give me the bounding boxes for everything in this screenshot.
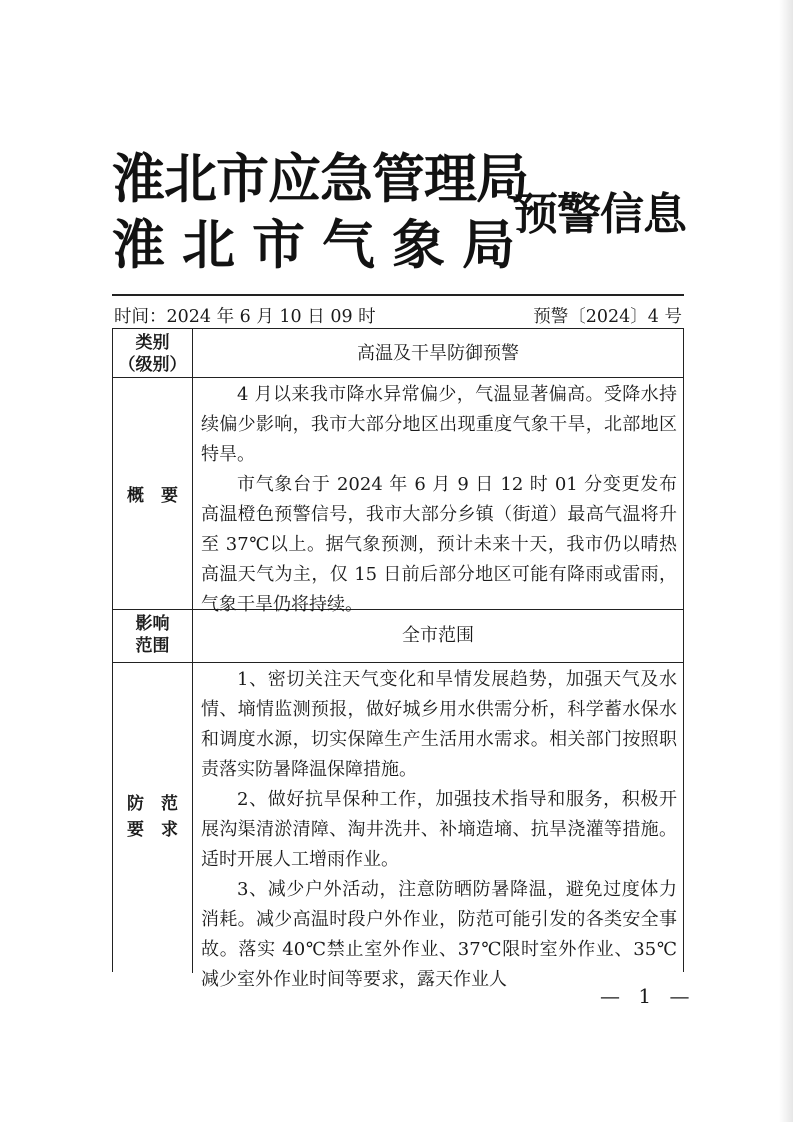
page-number: — 1 — — [600, 984, 696, 1008]
requirement-item-1: 1、密切关注天气变化和旱情发展趋势，加强天气及水情、墒情监测预报，做好城乡用水供需分析，科学蓄水保水和调度水源，切实保障生产生活用水需求。相关部门按照职责落实防暑降温保障措施。 — [201, 669, 677, 780]
requirement-item-3: 3、减少户外活动，注意防晒防暑降温，避免过度体力消耗。减少高温时段户外作业，防范可能引发的各类安全事故。落实 40℃禁止室外作业、37℃限时室外作业、35℃减少室外作业时间等要求，露天作业人 — [201, 879, 677, 990]
document-header — [112, 150, 692, 290]
issue-time: 时间：2024 年 6 月 10 日 09 时 — [114, 307, 376, 327]
scope-label: 影响 范围 — [135, 614, 170, 656]
requirement-item-2: 2、做好抗旱保种工作，加强技术指导和服务，积极开展沟渠清淤清障、淘井洗井、补墒造墒、抗旱浇灌等措施。适时开展人工增雨作业。 — [201, 789, 677, 870]
category-value: 高温及干旱防御预警 — [357, 343, 519, 364]
requirements-label: 防 范 要 求 — [127, 794, 178, 840]
table-column-divider — [192, 329, 193, 973]
category-label: 类别 （级别） — [118, 333, 187, 375]
document-number: 预警〔2024〕4 号 — [533, 307, 682, 327]
overview-paragraph-2: 市气象台于 2024 年 6 月 9 日 12 时 01 分变更发布高温橙色预警信号，我市大部分乡镇（街道）最高气温将升至 37℃以上。据气象预测，预计未来十天，我市仍以晴热高温天气为主，仅 15 日前后部分地区可能有降雨或雷雨，气象干旱仍将持续。 — [201, 474, 677, 615]
issuer-meteorological-bureau: 淮北市气象局 — [112, 215, 532, 276]
overview-label: 概 要 — [127, 486, 178, 506]
issue-meta — [114, 304, 684, 330]
overview-paragraph-1: 4 月以来我市降水异常偏少，气温显著偏高。受降水持续偏少影响，我市大部分地区出现重度气象干旱，北部地区特旱。 — [201, 384, 677, 465]
warning-table — [112, 328, 684, 990]
scan-edge-shadow — [779, 0, 793, 1122]
header-rule — [112, 294, 684, 296]
document-type-title: 预警信息 — [514, 189, 686, 240]
issuer-emergency-bureau: 淮北市应急管理局 — [112, 149, 528, 210]
table-row-divider — [113, 377, 683, 378]
scope-value: 全市范围 — [402, 625, 474, 646]
table-row-divider — [113, 662, 683, 663]
